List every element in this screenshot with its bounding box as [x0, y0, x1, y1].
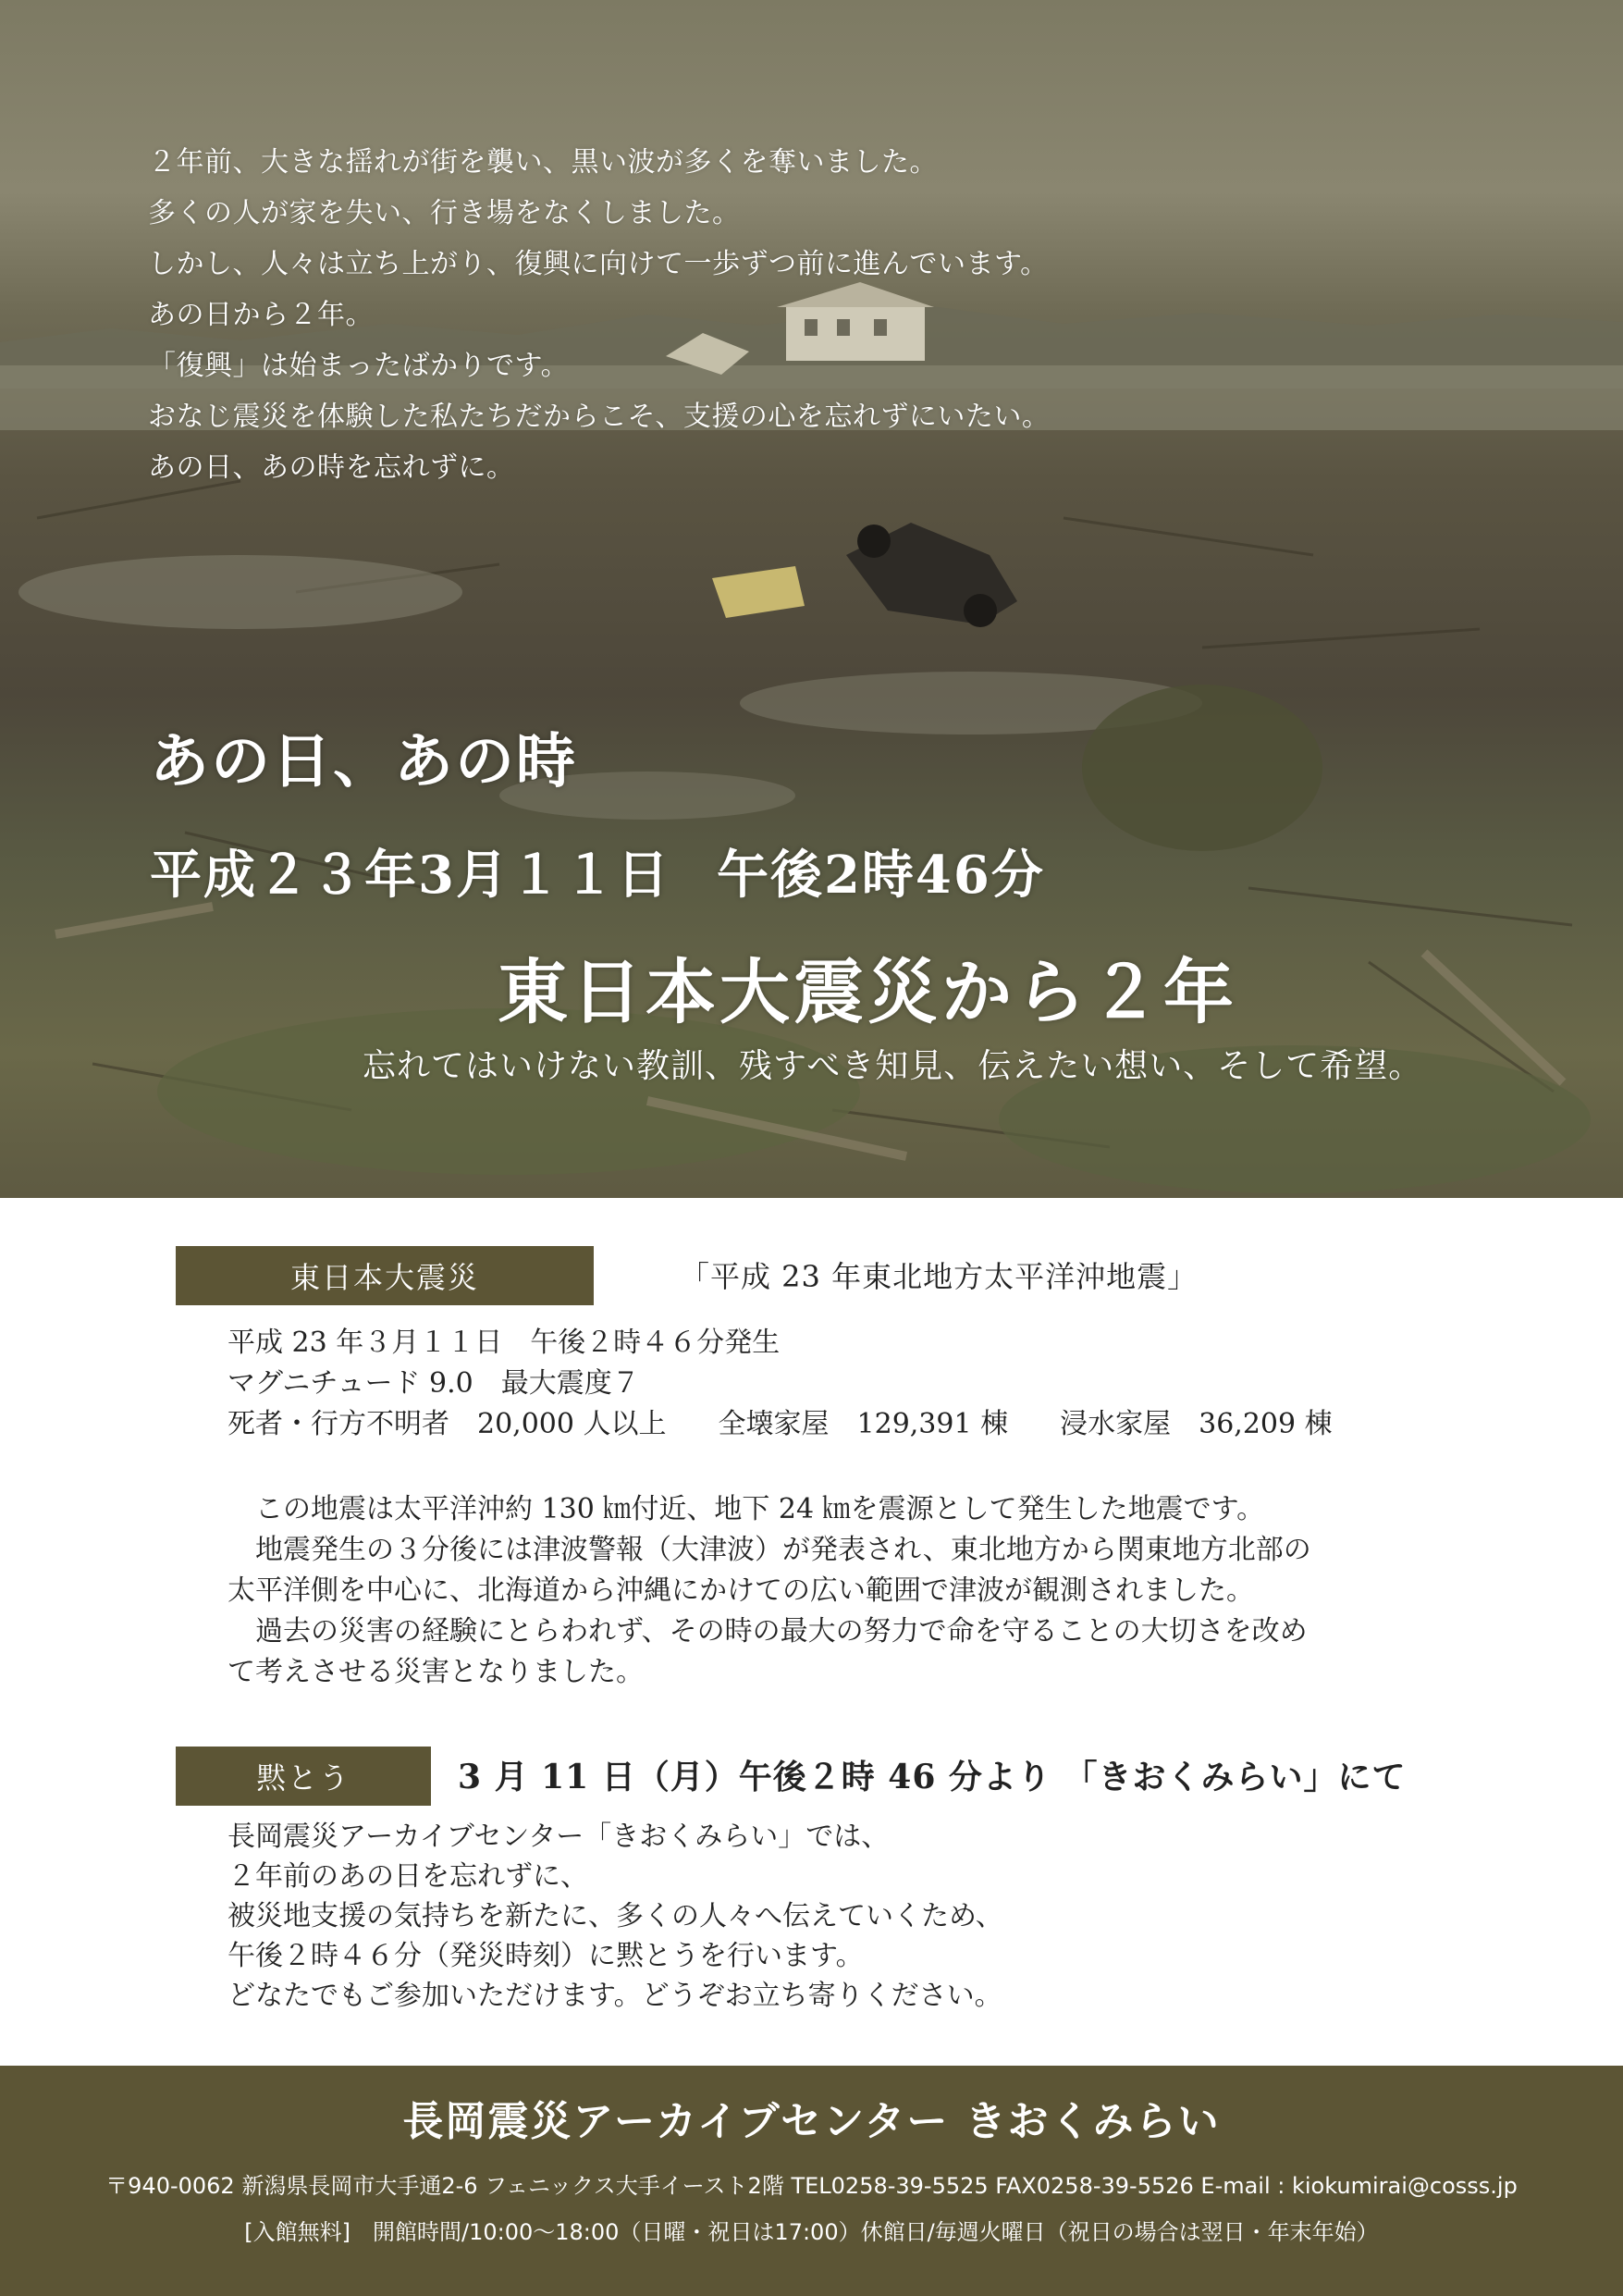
footer-address: 〒940-0062 新潟県長岡市大手通2-6 フェニックス大手イースト2階 TEL0258-39-5525 FAX0258-39-5526 E-mail : kiokumirai@cosss.jp — [105, 2173, 1518, 2199]
intro-line: しかし、人々は立ち上がり、復興に向けて一歩ずつ前に進んでいます。 — [148, 248, 1049, 280]
description-line: 過去の災害の経験にとらわれず、その時の最大の努力で命を守ることの大切さを改め — [227, 1615, 1308, 1648]
headline-ano-hi: あの日、あの時 — [150, 727, 577, 796]
headline-date-time: 午後2時46分 — [716, 845, 1045, 906]
intro-line: あの日、あの時を忘れずに。 — [148, 451, 515, 484]
intro-line: おなじ震災を体験した私たちだからこそ、支援の心を忘れずにいたい。 — [148, 401, 1051, 433]
footer-org-name: 長岡震災アーカイブセンター きおくみらい — [402, 2098, 1221, 2145]
fact-flooded-houses: 浸水家屋 36,209 棟 — [1060, 1408, 1333, 1440]
debris-box — [712, 566, 805, 618]
mokuto-line: 午後２時４６分（発災時刻）に黙とうを行います。 — [227, 1940, 864, 1972]
earthquake-official-name: 「平成 23 年東北地方太平洋沖地震」 — [680, 1259, 1199, 1294]
fact-destroyed-houses: 全壊家屋 129,391 棟 — [718, 1408, 1009, 1440]
mokuto-line: 被災地支援の気持ちを新たに、多くの人々へ伝えていくため、 — [227, 1900, 1003, 1932]
description-line: て考えさせる災害となりました。 — [227, 1656, 644, 1688]
footer — [0, 2066, 1623, 2296]
intro-text — [148, 137, 1050, 493]
fact-magnitude: マグニチュード 9.0 最大震度７ — [227, 1367, 640, 1400]
intro-line: あの日から２年。 — [148, 299, 374, 331]
mokuto-line: 長岡震災アーカイブセンター「きおくみらい」では、 — [227, 1821, 890, 1853]
mokuto-body — [227, 1817, 1003, 2016]
intro-line: ２年前、大きな揺れが街を襲い、黒い波が多くを奪いました。 — [148, 146, 938, 179]
earthquake-description — [227, 1489, 1402, 1693]
description-line: 太平洋側を中心に、北海道から沖縄にかけての広い範囲で津波が観測されました。 — [227, 1574, 1254, 1607]
earthquake-facts — [227, 1323, 1333, 1445]
intro-line: 「復興」は始まったばかりです。 — [148, 350, 570, 382]
mokuto-tag: 黙とう — [176, 1747, 431, 1806]
mokuto-title: 3 月 11 日（月）午後２時 46 分より 「きおくみらい」にて — [458, 1758, 1407, 1796]
description-line: この地震は太平洋沖約 130 ㎞付近、地下 24 ㎞を震源として発生した地震です。 — [227, 1493, 1265, 1525]
description-line: 地震発生の３分後には津波警報（大津波）が発表され、東北地方から関東地方北部の — [227, 1534, 1311, 1566]
intro-line: 多くの人が家を失い、行き場をなくしました。 — [148, 197, 741, 229]
fact-damage-row — [227, 1404, 1333, 1445]
overturned-car — [846, 523, 1017, 627]
mokuto-line: どなたでもご参加いただけます。どうぞお立ち寄りください。 — [227, 1980, 1002, 2012]
headline-main: 東日本大震災から２年 — [498, 951, 1237, 1033]
mokuto-line: ２年前のあの日を忘れずに、 — [227, 1860, 588, 1893]
headline-date — [150, 834, 1045, 908]
headline-date-day: 平成２３年3月１１日 — [150, 845, 670, 906]
fact-casualties: 死者・行方不明者 20,000 人以上 — [227, 1408, 667, 1440]
headline-subtitle: 忘れてはいけない教訓、残すべき知見、伝えたい想い、そして希望。 — [363, 1047, 1423, 1085]
earthquake-tag: 東日本大震災 — [176, 1246, 594, 1305]
fact-date: 平成 23 年３月１１日 午後２時４６分発生 — [227, 1327, 781, 1359]
footer-hours: [入館無料] 開館時間/10:00～18:00（日曜・祝日は17:00）休館日/毎週火曜日（祝日の場合は翌日・年末年始） — [244, 2219, 1379, 2245]
